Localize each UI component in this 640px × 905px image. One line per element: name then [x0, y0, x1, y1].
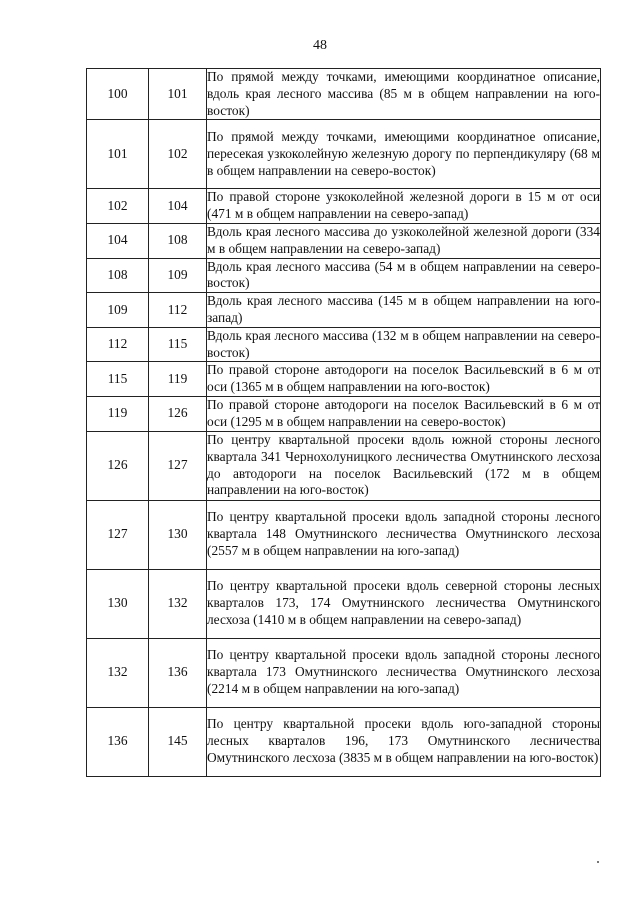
to-point-cell: 136 [149, 638, 207, 707]
to-point-cell: 119 [149, 362, 207, 397]
description-cell: Вдоль края лесного массива (54 м в общем направлении на северо-восток) [207, 258, 601, 293]
description-cell: По правой стороне узкоколейной железной дороги в 15 м от оси (471 м в общем направлении на северо-запад) [207, 189, 601, 224]
from-point-cell: 104 [87, 223, 149, 258]
table-row [87, 638, 601, 707]
page-number: 48 [313, 38, 327, 53]
boundary-table [86, 68, 601, 777]
table-row [87, 500, 601, 569]
to-point-cell: 115 [149, 327, 207, 362]
to-point-cell: 109 [149, 258, 207, 293]
description-cell: По правой стороне автодороги на поселок Васильевский в 6 м от оси (1295 м в общем направлении на северо-восток) [207, 396, 601, 431]
to-point-cell: 102 [149, 120, 207, 189]
description-cell: По центру квартальной просеки вдоль юго-западной стороны лесных кварталов 196, 173 Омутнинского лесничества Омутнинского лесхоза (3835 м в общем направлении на юго-восток) [207, 707, 601, 776]
table-row [87, 258, 601, 293]
from-point-cell: 100 [87, 69, 149, 120]
to-point-cell: 127 [149, 431, 207, 500]
boundary-table-body [87, 69, 601, 777]
from-point-cell: 136 [87, 707, 149, 776]
table-row [87, 189, 601, 224]
table-row [87, 362, 601, 397]
to-point-cell: 108 [149, 223, 207, 258]
description-cell: По прямой между точками, имеющими координатное описание, вдоль края лесного массива (85 м в общем направлении на юго-восток) [207, 69, 601, 120]
description-cell: По центру квартальной просеки вдоль южной стороны лесного квартала 341 Чернохолуницкого лесничества Омутнинского лесхоза до автодороги на поселок Васильевский (172 м в общем направлении на юго-восток) [207, 431, 601, 500]
description-cell: Вдоль края лесного массива до узкоколейной железной дороги (334 м в общем направлении на северо-запад) [207, 223, 601, 258]
from-point-cell: 115 [87, 362, 149, 397]
table-row [87, 120, 601, 189]
to-point-cell: 132 [149, 569, 207, 638]
description-cell: Вдоль края лесного массива (145 м в общем направлении на юго-запад) [207, 293, 601, 328]
from-point-cell: 101 [87, 120, 149, 189]
to-point-cell: 145 [149, 707, 207, 776]
table-row [87, 569, 601, 638]
table-row [87, 293, 601, 328]
from-point-cell: 130 [87, 569, 149, 638]
table-row [87, 327, 601, 362]
to-point-cell: 130 [149, 500, 207, 569]
from-point-cell: 132 [87, 638, 149, 707]
scan-speck [597, 861, 599, 863]
to-point-cell: 101 [149, 69, 207, 120]
to-point-cell: 104 [149, 189, 207, 224]
table-row [87, 431, 601, 500]
table-row [87, 223, 601, 258]
description-cell: Вдоль края лесного массива (132 м в общем направлении на северо-восток) [207, 327, 601, 362]
description-cell: По правой стороне автодороги на поселок Васильевский в 6 м от оси (1365 м в общем направлении на юго-восток) [207, 362, 601, 397]
table-row [87, 396, 601, 431]
from-point-cell: 119 [87, 396, 149, 431]
description-cell: По прямой между точками, имеющими координатное описание, пересекая узкоколейную железную дорогу по перпендикуляру (68 м в общем направлении на северо-восток) [207, 120, 601, 189]
to-point-cell: 112 [149, 293, 207, 328]
from-point-cell: 126 [87, 431, 149, 500]
from-point-cell: 102 [87, 189, 149, 224]
description-cell: По центру квартальной просеки вдоль северной стороны лесных кварталов 173, 174 Омутнинского лесничества Омутнинского лесхоза (1410 м в общем направлении на северо-запад) [207, 569, 601, 638]
from-point-cell: 109 [87, 293, 149, 328]
description-cell: По центру квартальной просеки вдоль западной стороны лесного квартала 148 Омутнинского лесничества Омутнинского лесхоза (2557 м в общем направлении на юго-запад) [207, 500, 601, 569]
from-point-cell: 112 [87, 327, 149, 362]
to-point-cell: 126 [149, 396, 207, 431]
description-cell: По центру квартальной просеки вдоль западной стороны лесного квартала 173 Омутнинского лесничества Омутнинского лесхоза (2214 м в общем направлении на юго-запад) [207, 638, 601, 707]
from-point-cell: 127 [87, 500, 149, 569]
table-row [87, 707, 601, 776]
table-row [87, 69, 601, 120]
from-point-cell: 108 [87, 258, 149, 293]
